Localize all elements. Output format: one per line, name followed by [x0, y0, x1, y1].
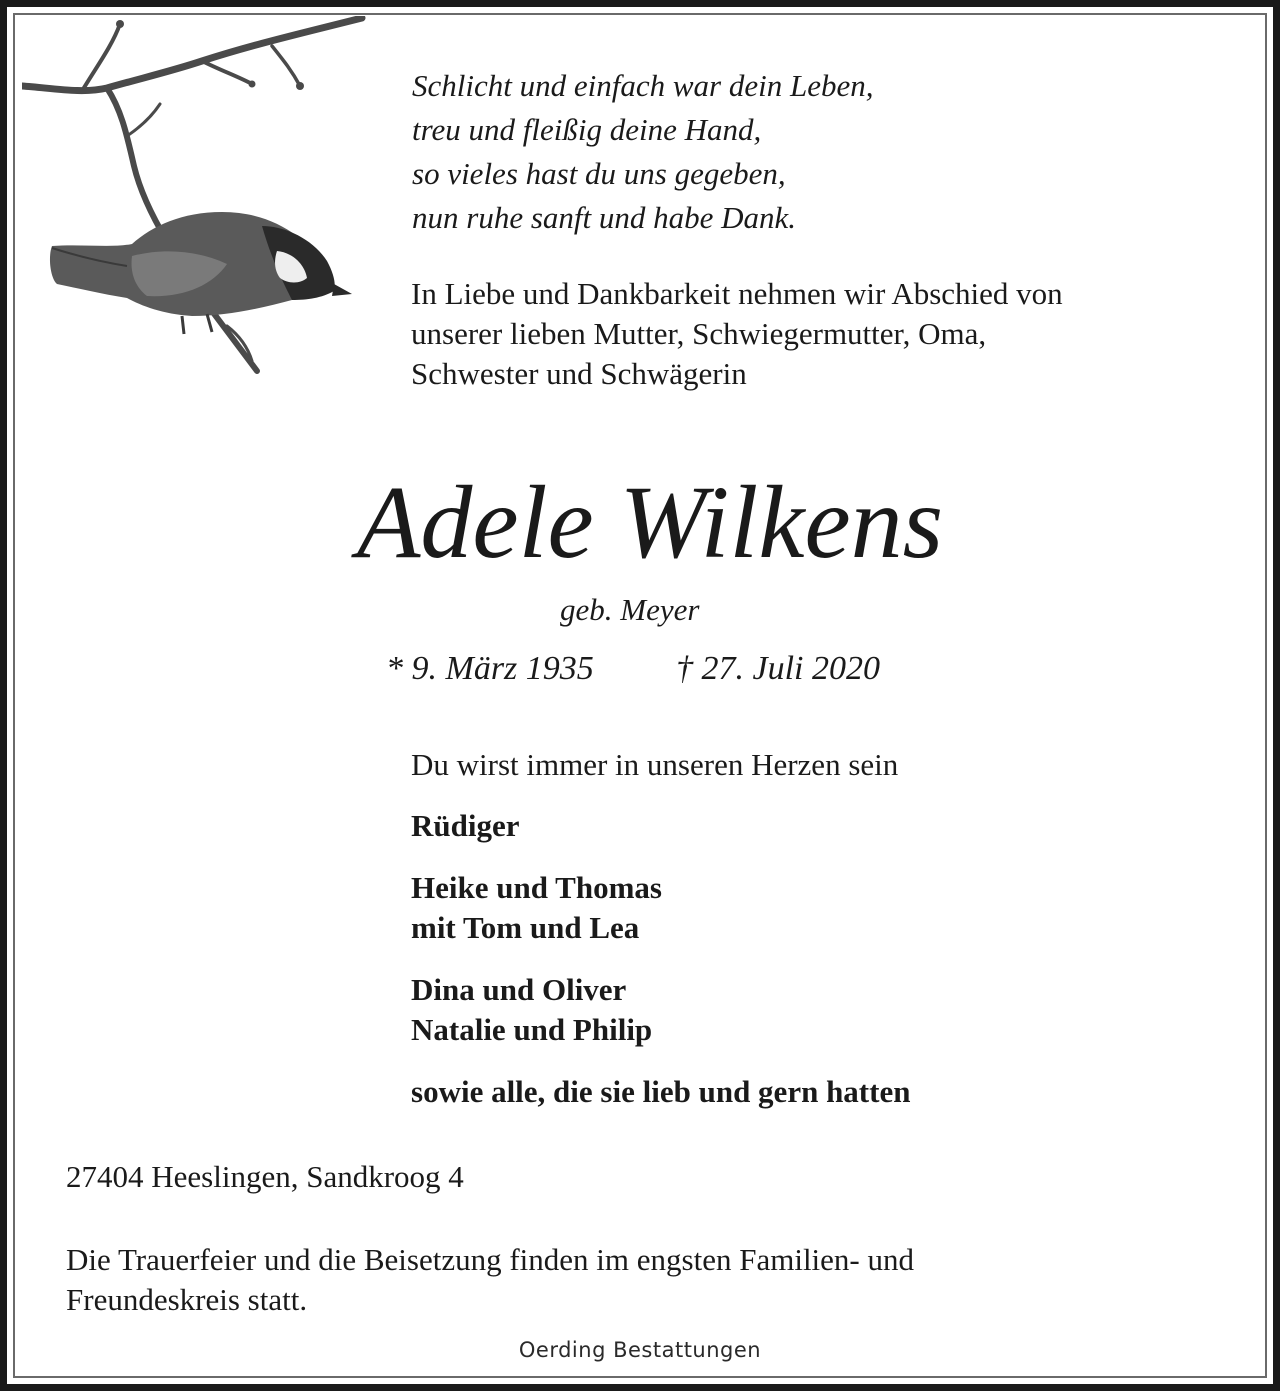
- poem: [412, 64, 873, 240]
- birth-date: * 9. März 1935: [386, 650, 594, 687]
- bird-on-branch-icon: [22, 16, 367, 386]
- signers: [411, 806, 910, 1134]
- death-date: † 27. Juli 2020: [676, 650, 880, 687]
- signer-group: [411, 1072, 910, 1112]
- intro-line: Schwester und Schwägerin: [411, 356, 747, 391]
- signer-line: mit Tom und Lea: [411, 910, 640, 945]
- poem-line: nun ruhe sanft und habe Dank.: [412, 200, 797, 235]
- signer-line: Rüdiger: [411, 808, 520, 843]
- signer-group: [411, 806, 910, 846]
- address: 27404 Heeslingen, Sandkroog 4: [66, 1159, 464, 1194]
- intro-line: unserer lieben Mutter, Schwiegermutter, Oma,: [411, 316, 987, 351]
- farewell-intro: [411, 274, 1063, 394]
- poem-line: so vieles hast du uns gegeben,: [412, 156, 786, 191]
- signer-line: Dina und Oliver: [411, 972, 627, 1007]
- intro-line: In Liebe und Dankbarkeit nehmen wir Abschied von: [411, 276, 1063, 311]
- ceremony-line: Freundeskreis statt.: [66, 1282, 308, 1317]
- poem-line: Schlicht und einfach war dein Leben,: [412, 68, 874, 103]
- poem-line: treu und fleißig deine Hand,: [412, 112, 762, 147]
- signer-group: [411, 970, 910, 1050]
- signer-line: Natalie und Philip: [411, 1012, 653, 1047]
- ceremony-line: Die Trauerfeier und die Beisetzung finden im engsten Familien- und: [66, 1242, 915, 1277]
- deceased-name: Adele Wilkens: [356, 465, 944, 580]
- ceremony-note: [66, 1240, 914, 1320]
- maiden-name: geb. Meyer: [560, 592, 700, 627]
- undertaker-credit: Oerding Bestattungen: [518, 1338, 762, 1362]
- motto: Du wirst immer in unseren Herzen sein: [411, 747, 899, 782]
- signer-group: [411, 868, 910, 948]
- signer-line: sowie alle, die sie lieb und gern hatten: [411, 1074, 911, 1109]
- signer-line: Heike und Thomas: [411, 870, 662, 905]
